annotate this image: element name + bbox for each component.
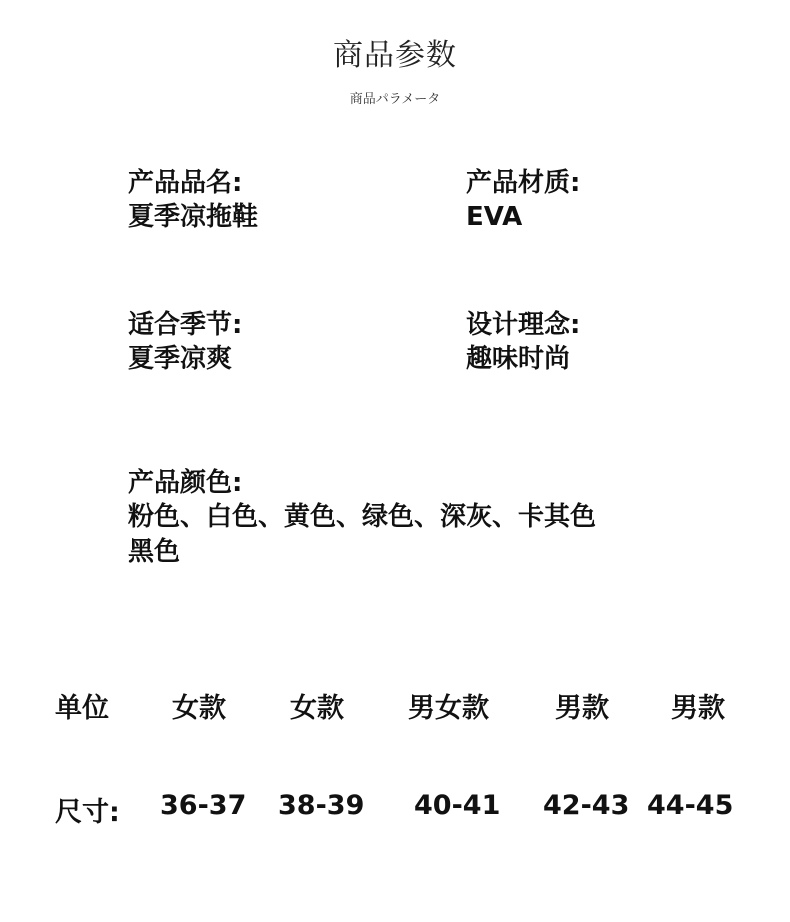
size-cell: 44-45 [647,790,734,821]
param-value: 夏季凉拖鞋 [128,202,259,232]
param-design [466,308,580,376]
param-label: 适合季节: [128,310,243,340]
size-table-unit-row [0,686,790,726]
param-label: 设计理念: [466,310,581,340]
unit-cell: 男款 [671,693,725,724]
unit-cell: 男款 [555,693,609,724]
param-label: 产品品名: [128,168,243,198]
size-cell: 42-43 [543,790,630,821]
param-material [466,166,580,234]
size-cell: 38-39 [278,790,365,821]
size-label: 尺寸: [55,797,120,828]
unit-cell: 女款 [172,693,226,724]
param-label: 产品材质: [466,168,581,198]
param-product-name [128,166,258,234]
param-value-line2: 黑色 [128,537,181,567]
page-title: 商品参数 [333,38,457,73]
param-value: EVA [466,202,523,232]
size-table-size-row [0,790,790,830]
unit-cell: 女款 [290,693,344,724]
param-colors [128,466,596,570]
param-value: 夏季凉爽 [128,344,233,374]
unit-cell: 男女款 [408,693,489,724]
param-season [128,308,242,376]
param-value: 趣味时尚 [466,344,571,374]
size-cell: 36-37 [160,790,247,821]
unit-label: 单位 [55,693,109,724]
size-cell: 40-41 [414,790,501,821]
param-label: 产品颜色: [128,468,243,498]
page-subtitle: 商品パラメータ [349,92,441,107]
param-value-line1: 粉色、白色、黄色、绿色、深灰、卡其色 [128,502,597,532]
